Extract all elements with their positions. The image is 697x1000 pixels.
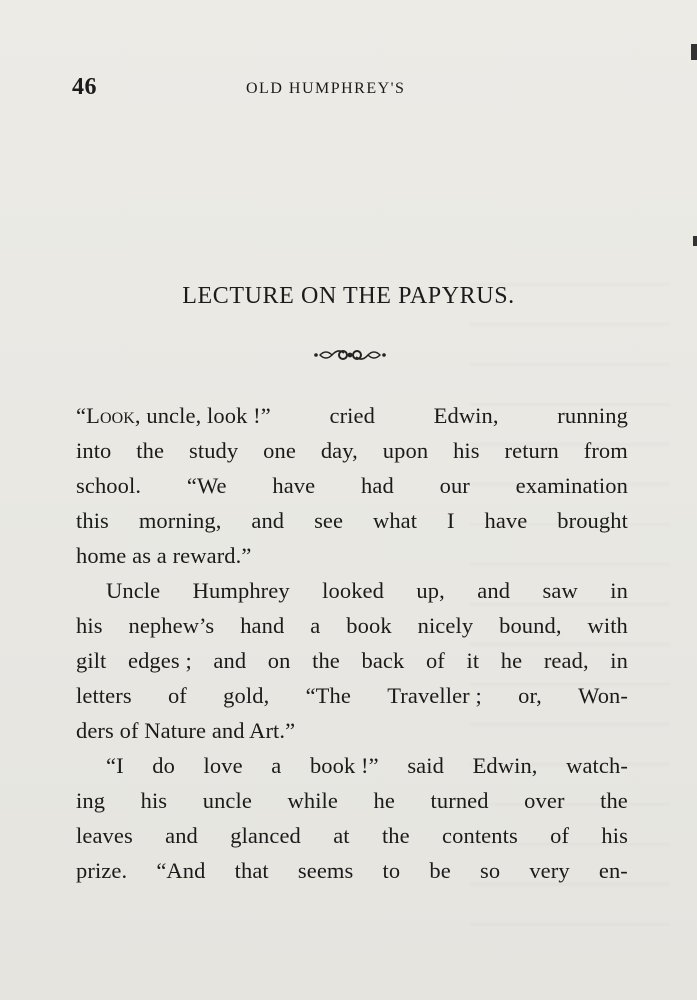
word: Humphrey xyxy=(192,578,290,603)
word: a xyxy=(271,753,282,778)
word: do xyxy=(152,753,175,778)
word: of xyxy=(167,683,187,708)
word: Uncle xyxy=(106,578,161,603)
word: “And xyxy=(156,858,206,883)
word: home as a reward.” xyxy=(76,543,252,568)
word: I xyxy=(447,508,455,533)
edge-mark xyxy=(693,236,697,246)
word: watch- xyxy=(566,753,628,778)
text-line xyxy=(76,748,628,783)
word: brought xyxy=(557,508,628,533)
word: back xyxy=(361,648,405,673)
word: Edwin, xyxy=(433,403,499,428)
word: what xyxy=(372,508,418,533)
running-header xyxy=(72,74,632,104)
word: he xyxy=(500,648,523,673)
text-line xyxy=(76,468,628,503)
word: gold, xyxy=(223,683,270,708)
word: “Look, uncle, look !” xyxy=(76,403,271,428)
word: book xyxy=(346,613,392,638)
word: ing xyxy=(76,788,106,813)
word: bound, xyxy=(499,613,562,638)
word: had xyxy=(361,473,394,498)
word: cried xyxy=(329,403,375,428)
word: en- xyxy=(598,858,628,883)
word: leaves xyxy=(76,823,133,848)
word: nicely xyxy=(417,613,474,638)
small-caps-text: ook xyxy=(99,403,135,428)
word: and xyxy=(251,508,285,533)
word: see xyxy=(314,508,344,533)
word: and xyxy=(213,648,247,673)
page-number: 46 xyxy=(72,74,97,100)
word: study xyxy=(188,438,239,463)
word: uncle xyxy=(202,788,252,813)
word: or, xyxy=(518,683,542,708)
chapter-title: LECTURE ON THE PAPYRUS. xyxy=(182,283,515,309)
word: be xyxy=(429,858,451,883)
word: school. xyxy=(76,473,142,498)
running-title: OLD HUMPHREY'S xyxy=(246,80,406,97)
word: love xyxy=(203,753,243,778)
word: read, xyxy=(543,648,589,673)
word: edges ; xyxy=(128,648,192,673)
word: at xyxy=(333,823,350,848)
word: examination xyxy=(515,473,628,498)
word: and xyxy=(477,578,511,603)
word: “I xyxy=(106,753,124,778)
text-line xyxy=(76,783,628,818)
word: ders of Nature and Art.” xyxy=(76,718,296,743)
word: the xyxy=(312,648,340,673)
word: glanced xyxy=(230,823,301,848)
word: a xyxy=(310,613,321,638)
word: in xyxy=(610,648,628,673)
text-line xyxy=(76,608,628,643)
word: that xyxy=(234,858,269,883)
word: his xyxy=(601,823,628,848)
text-line xyxy=(76,853,628,888)
word: morning, xyxy=(138,508,222,533)
word: with xyxy=(587,613,628,638)
word: on xyxy=(267,648,291,673)
word: return xyxy=(504,438,559,463)
word: very xyxy=(529,858,570,883)
text-line xyxy=(76,573,628,608)
word: and xyxy=(165,823,198,848)
word: “The xyxy=(305,683,351,708)
word: one xyxy=(263,438,296,463)
word: of xyxy=(550,823,570,848)
word: turned xyxy=(430,788,489,813)
word: gilt xyxy=(76,648,107,673)
word: prize. xyxy=(76,858,128,883)
word: hand xyxy=(240,613,285,638)
word: his xyxy=(453,438,480,463)
word: nephew’s xyxy=(128,613,215,638)
word: contents xyxy=(442,823,518,848)
word: his xyxy=(140,788,168,813)
word: our xyxy=(439,473,470,498)
word: said xyxy=(407,753,444,778)
word: Traveller ; xyxy=(387,683,482,708)
word: so xyxy=(479,858,501,883)
word: have xyxy=(484,508,528,533)
text-line xyxy=(76,433,628,468)
text-line xyxy=(76,678,628,713)
word: running xyxy=(557,403,628,428)
text-line xyxy=(76,398,628,433)
word: Edwin, xyxy=(472,753,538,778)
word: of xyxy=(425,648,445,673)
word: the xyxy=(381,823,410,848)
word: day, xyxy=(320,438,358,463)
word: “We xyxy=(186,473,227,498)
word: the xyxy=(600,788,628,813)
word: book !” xyxy=(309,753,379,778)
body-text xyxy=(76,398,628,888)
word: saw xyxy=(542,578,578,603)
text-line xyxy=(76,713,628,748)
text-line xyxy=(76,538,628,573)
text-line xyxy=(76,643,628,678)
word: from xyxy=(583,438,628,463)
text-line xyxy=(76,503,628,538)
word: he xyxy=(373,788,395,813)
word: over xyxy=(524,788,565,813)
word: to xyxy=(382,858,401,883)
word: this xyxy=(76,508,109,533)
word: up, xyxy=(416,578,445,603)
word: it xyxy=(466,648,480,673)
word: upon xyxy=(382,438,429,463)
word: in xyxy=(610,578,628,603)
ornament-divider-icon xyxy=(312,345,388,365)
word: seems xyxy=(297,858,354,883)
word: letters xyxy=(76,683,132,708)
word: while xyxy=(287,788,338,813)
text-line xyxy=(76,818,628,853)
word: looked xyxy=(322,578,384,603)
edge-mark xyxy=(691,44,697,60)
word: Won- xyxy=(578,683,628,708)
word: the xyxy=(136,438,165,463)
word: have xyxy=(272,473,316,498)
word: into xyxy=(76,438,112,463)
word: his xyxy=(76,613,103,638)
